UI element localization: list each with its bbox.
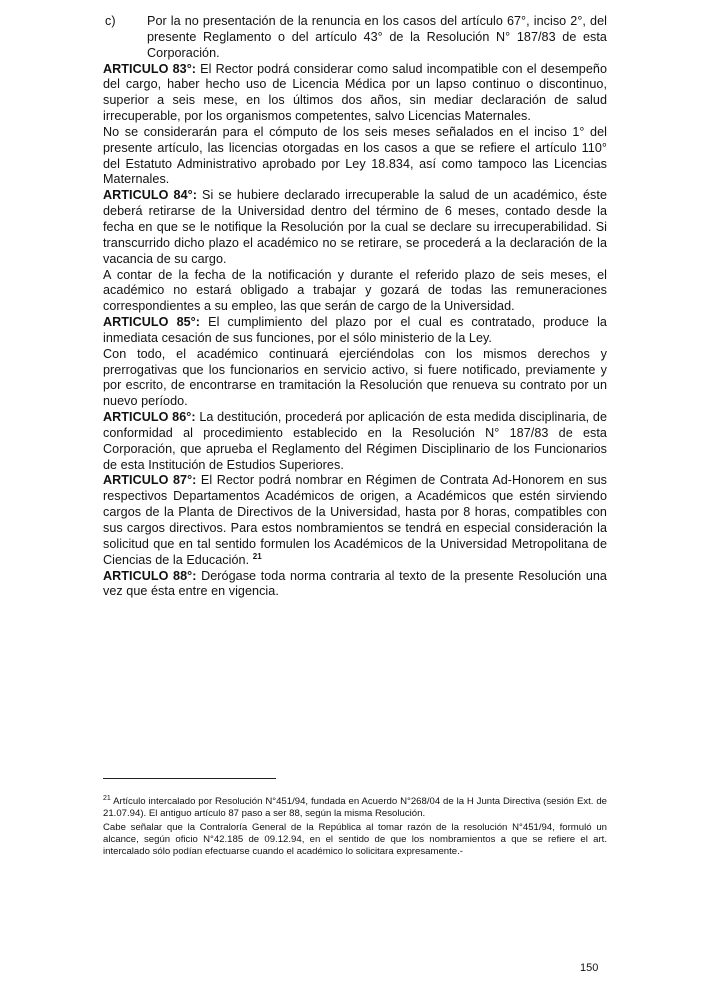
- article-84-para2: A contar de la fecha de la notificación y durante el referido plazo de seis meses, el académico no estará obligado a trabajar y gozará de todas las remuneraciones correspondientes a su empleo, las que serán de cargo de la Universidad.: [103, 267, 607, 314]
- article-86: [103, 410, 607, 473]
- article-83-para2: No se considerarán para el cómputo de los seis meses señalados en el inciso 1° del presente artículo, las licencias otorgadas en los casos a que se refiere el artículo 110° del Estatuto Administrativo aprobado por Ley 18.834, así como tampoco las Licencias Maternales.: [103, 124, 607, 187]
- article-85-para2: Con todo, el académico continuará ejerciéndolas con los mismos derechos y prerrogativas que los funcionarios en servicio activo, si fuere notificado, previamente y por escrito, de encontrarse en tramitación la Resolución que renueva su contrato por un nuevo período.: [103, 346, 607, 409]
- article-88: [103, 569, 607, 601]
- footnote-ref-21[interactable]: 21: [252, 551, 262, 561]
- footnote-separator: [103, 778, 276, 779]
- article-85: [103, 315, 607, 347]
- article-87-text: El Rector podrá nombrar en Régimen de Contrata Ad-Honorem en sus respectivos Departamentos Académicos de origen, a Académicos que estén sirviendo cargos de la Planta de Directivos de la Universidad, hasta por 8 horas, compatibles con sus cargos directivos. Para estos nombramientos se tendrá en especial consideración la solicitud que en tal sentido formulen los Académicos de la Universidad Metropolitana de Ciencias de la Educación.: [103, 473, 608, 567]
- item-c-text: Por la no presentación de la renuncia en los casos del artículo 67°, inciso 2°, del presente Reglamento o del artículo 43° de la Resolución N° 187/83 de esta Corporación.: [147, 14, 607, 60]
- article-87: [103, 473, 607, 568]
- article-86-text: La destitución, procederá por aplicación de esta medida disciplinaria, de conformidad al procedimiento establecido en la Resolución N° 187/83 de esta Corporación, que aprueba el Reglamento del Régimen Disciplinario de los Funcionarios de esta Institución de Estudios Superiores.: [103, 410, 608, 472]
- article-87-heading: ARTICULO 87°:: [103, 473, 197, 488]
- footnote-21-text: Artículo intercalado por Resolución N°451/94, fundada en Acuerdo N°268/04 de la H Junta Directiva (sesión Ext. de 21.07.94). El antiguo artículo 87 paso a ser 88, según la misma Resolución.: [103, 796, 607, 820]
- item-c: [103, 14, 607, 62]
- page-number: 150: [580, 962, 599, 974]
- article-83-heading: ARTICULO 83°:: [103, 61, 197, 76]
- regulation-body: [103, 14, 607, 600]
- article-86-heading: ARTICULO 86°:: [103, 410, 196, 425]
- footnotes: [103, 796, 607, 860]
- article-88-heading: ARTICULO 88°:: [103, 568, 197, 583]
- article-85-heading: ARTICULO 85°:: [103, 315, 201, 330]
- article-83: [103, 62, 607, 125]
- footnote-21: [103, 796, 607, 820]
- article-84-text: Si se hubiere declarado irrecuperable la salud de un académico, éste deberá retirarse de la Universidad dentro del término de 6 meses, contado desde la fecha en que se le notifique la Resolución por la cual se declare su irrecuperabilidad. Si transcurrido dicho plazo el académico no se retirare, se procederá a la declaración de la vacancia de su cargo.: [103, 188, 607, 266]
- footnote-21-note2: Cabe señalar que la Contraloría General de la República al tomar razón de la resolución N°451/94, formuló un alcance, según oficio N°42.185 de 09.12.94, en el sentido de que los nombramientos a que se refiere el art. intercalado sólo podían efectuarse cuando el académico lo solicitara expresamente.-: [103, 822, 607, 858]
- footnote-21-marker: 21: [103, 794, 111, 802]
- article-84-heading: ARTICULO 84°:: [103, 188, 197, 203]
- article-83-text: El Rector podrá considerar como salud incompatible con el desempeño del cargo, haber hecho uso de Licencia Médica por un lapso continuo o discontinuo, superior a seis mese, en los últimos dos años, sin mediar declaración de salud irrecuperable, por los organismos competentes, salvo Licencias Maternales.: [103, 61, 608, 124]
- article-85-text: El cumplimiento del plazo por el cual es contratado, produce la inmediata cesación de sus funciones, por el sólo ministerio de la Ley.: [103, 315, 607, 345]
- item-c-marker: c): [105, 14, 116, 28]
- article-84: [103, 188, 607, 267]
- article-88-text: Derógase toda norma contraria al texto de la presente Resolución una vez que ésta entre en vigencia.: [103, 568, 607, 599]
